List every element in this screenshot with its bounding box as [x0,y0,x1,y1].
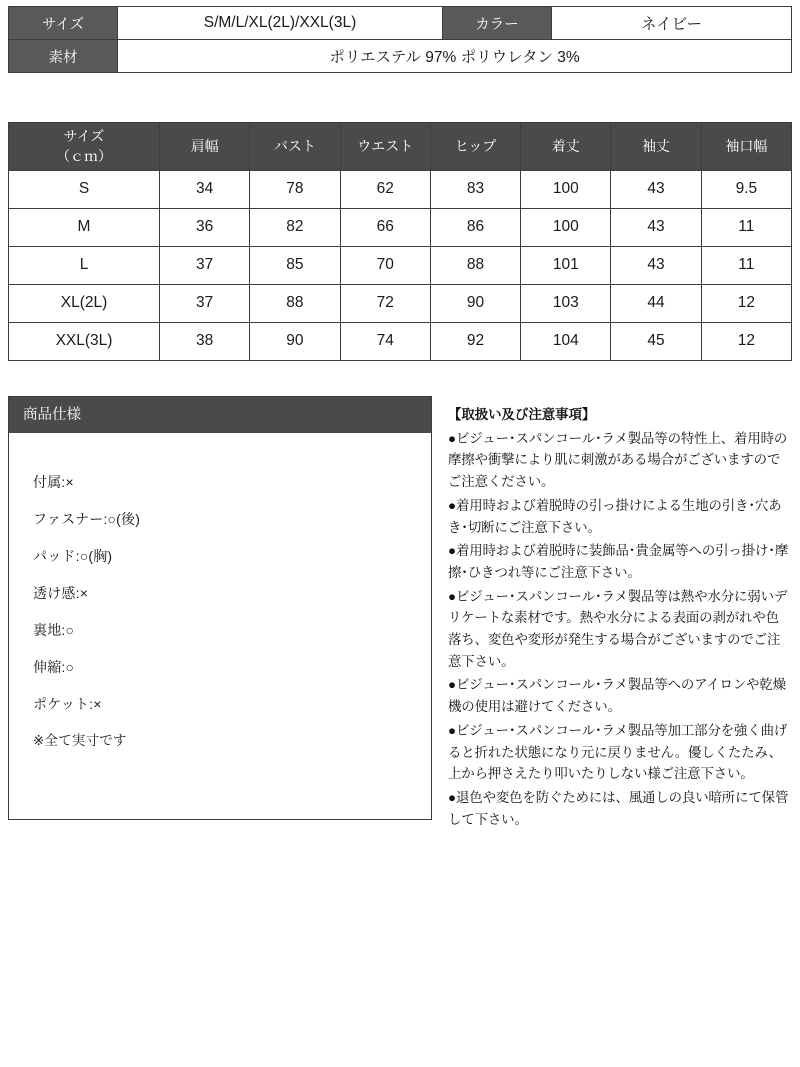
cell-cuff: 12 [701,322,791,360]
product-spec-title: 商品仕様 [9,397,431,433]
cell-cuff: 11 [701,246,791,284]
list-item: パッド:○(胸) [33,548,113,564]
cell-sleeve: 43 [611,208,701,246]
caution-item: ●ビジュー･スパンコール･ラメ製品等の特性上、着用時の摩擦や衝撃により肌に刺激がある場合がございますのでご注意ください。 [448,430,788,490]
table-row [9,170,792,208]
product-spec-list [9,433,431,748]
product-spec-header-table [8,6,792,73]
cell-length: 100 [521,170,611,208]
col-header-sleeve: 袖丈 [611,123,701,171]
cell-bust: 85 [250,246,340,284]
size-label-cell: サイズ [9,7,118,40]
cell-length: 103 [521,284,611,322]
cell-shoulder: 36 [160,208,250,246]
cell-waist: 62 [340,170,430,208]
cell-shoulder: 37 [160,246,250,284]
cell-waist: 74 [340,322,430,360]
product-spec-note: ※全て実寸です [33,733,127,748]
table-row [9,246,792,284]
bottom-section [8,396,792,826]
cell-size: L [9,246,160,284]
cell-shoulder: 34 [160,170,250,208]
col-header-size-line2: （ｃｍ） [56,148,112,165]
measurement-table-head [9,123,792,171]
material-label-cell: 素材 [9,40,118,73]
table-row [9,284,792,322]
table-row [9,40,792,73]
material-value-cell: ポリエステル 97% ポリウレタン 3% [118,40,792,73]
cell-size: M [9,208,160,246]
measurement-table [8,122,792,361]
caution-item: ●ビジュー･スパンコール･ラメ製品等加工部分を強く曲げると折れた状態になり元に戻りません。優しくたたみ、上から押さえたり叩いたりしない様ご注意下さい。 [448,722,788,782]
caution-item: ●退色や変色を防ぐためには、風通しの良い暗所にて保管して下さい。 [448,789,789,827]
cell-hip: 83 [430,170,520,208]
cell-hip: 92 [430,322,520,360]
col-header-bust: バスト [250,123,340,171]
table-row [9,322,792,360]
caution-title: 【取扱い及び注意事項】 [448,407,596,422]
caution-item: ●ビジュー･スパンコール･ラメ製品等は熱や水分に弱いデリケートな素材です。熱や水分による表面の剥がれや色落ち、変色や変形が発生する場合がございますのでご注意下さい。 [448,588,788,669]
list-item: 伸縮:○ [33,659,75,675]
cell-bust: 78 [250,170,340,208]
cell-length: 100 [521,208,611,246]
cell-waist: 66 [340,208,430,246]
product-spec-panel [8,396,432,820]
cell-sleeve: 44 [611,284,701,322]
cell-size: S [9,170,160,208]
cell-cuff: 11 [701,208,791,246]
cell-sleeve: 43 [611,246,701,284]
table-row [9,7,792,40]
list-item: ファスナー:○(後) [33,511,141,527]
color-label-cell: カラー [443,7,552,40]
cell-length: 104 [521,322,611,360]
cell-hip: 88 [430,246,520,284]
cell-bust: 88 [250,284,340,322]
caution-item: ●着用時および着脱時の引っ掛けによる生地の引き･穴あき･切断にご注意下さい。 [448,497,782,535]
color-value-cell: ネイビー [552,7,792,40]
table-header-row [9,123,792,171]
cell-shoulder: 37 [160,284,250,322]
cell-sleeve: 43 [611,170,701,208]
caution-item: ●着用時および着脱時に装飾品･貴金属等への引っ掛け･摩擦･ひきつれ等にご注意下さい。 [448,543,789,580]
col-header-hip: ヒップ [430,123,520,171]
table-row [9,208,792,246]
cell-cuff: 12 [701,284,791,322]
cell-size: XL(2L) [9,284,160,322]
size-value-cell: S/M/L/XL(2L)/XXL(3L) [118,7,443,40]
list-item: 裏地:○ [33,622,75,638]
cell-cuff: 9.5 [701,170,791,208]
cell-sleeve: 45 [611,322,701,360]
cell-waist: 70 [340,246,430,284]
list-item: ポケット:× [33,696,102,712]
cell-hip: 86 [430,208,520,246]
col-header-cuff: 袖口幅 [701,123,791,171]
col-header-shoulder: 肩幅 [160,123,250,171]
cell-waist: 72 [340,284,430,322]
cell-hip: 90 [430,284,520,322]
cell-length: 101 [521,246,611,284]
caution-item: ●ビジュー･スパンコール･ラメ製品等へのアイロンや乾燥機の使用は避けてください。 [448,677,787,715]
col-header-size-line1: サイズ [63,128,105,144]
cell-size: XXL(3L) [9,322,160,360]
col-header-waist: ウエスト [340,123,430,171]
col-header-size [9,123,160,171]
col-header-length: 着丈 [521,123,611,171]
caution-panel [448,404,792,832]
cell-bust: 90 [250,322,340,360]
list-item: 付属:× [33,474,74,490]
list-item: 透け感:× [33,585,89,601]
cell-bust: 82 [250,208,340,246]
measurement-table-body [9,170,792,360]
cell-shoulder: 38 [160,322,250,360]
